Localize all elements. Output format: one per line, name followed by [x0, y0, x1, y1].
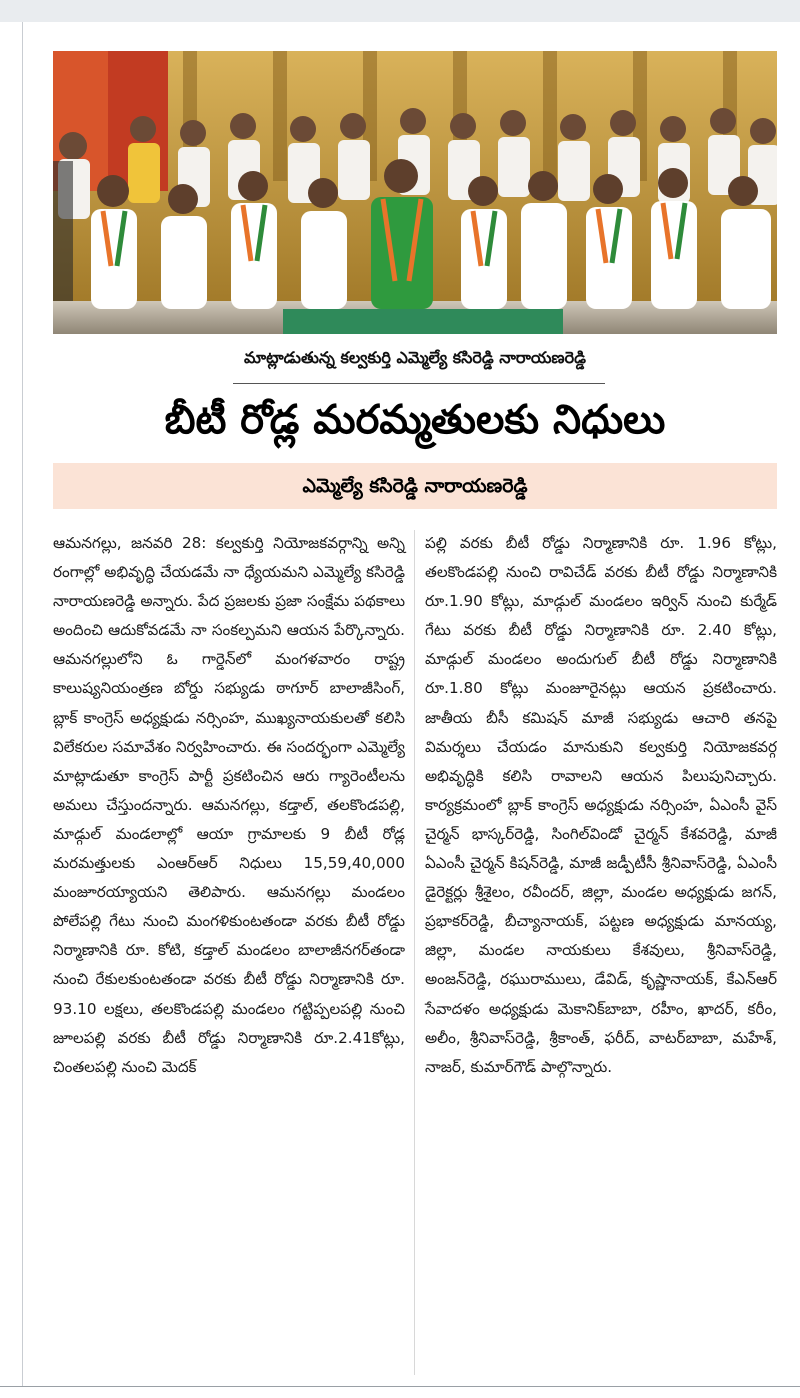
previous-page-strip [0, 0, 800, 22]
page-bottom-rule [0, 1386, 800, 1387]
news-photo [53, 51, 777, 334]
caption-divider [233, 383, 605, 384]
photo-caption: మాట్లాడుతున్న కల్వకుర్తి ఎమ్మెల్యే కసిరెడ్డి నారాయణరెడ్డి [244, 348, 586, 367]
article-column-right: పల్లి వరకు బీటీ రోడ్డు నిర్మాణానికి రూ. 1.96 కోట్లు, తలకొండపల్లి నుంచి రావిచేడ్ వరకు బీటీ రోడ్డు నిర్మాణానికి రూ.1.90 కోట్లు, మాడ్గుల్ మండలం ఇర్విన్ నుంచి కుర్మేడ్ గేటు వరకు బీటీ రోడ్డు నిర్మాణానికి రూ. 2.40 కోట్లు, మాడ్గుల్ మండలం అందుగుల్ బీటీ రోడ్డు నిర్మాణానికి రూ.1.80 కోట్లు మంజూరైనట్లు ఆయన ప్రకటించారు. జాతీయ బీసీ కమిషన్ మాజీ సభ్యుడు ఆచారి తనపై విమర్శలు చేయడం మానుకుని కల్వకుర్తి నియోజకవర్గ అభివృద్ధికి కలిసి రావాలని ఆయన పిలుపునిచ్చారు. కార్యక్రమంలో బ్లాక్ కాంగ్రెస్ అధ్యక్షుడు నర్సింహ, ఏఎంసీ వైస్ చైర్మన్ భాస్కర్‌రెడ్డి, సింగిల్‌విండో చైర్మన్ కేశవరెడ్డి, మాజీ ఏఎంసీ చైర్మన్ కిషన్‌రెడ్డి, మాజీ జడ్పీటీసీ శ్రీనివాస్‌రెడ్డి, ఏఎంసీ డైరెక్టర్లు శ్రీశైలం, రవీందర్, జిల్లా, మండల అధ్యక్షుడు జగన్, ప్రభాకర్‌రెడ్డి, బీచ్యానాయక్, పట్టణ అధ్యక్షుడు మానయ్య, జిల్లా, మండల నాయకులు కేశవులు, శ్రీనివాస్‌రెడ్డి, అంజన్‌రెడ్డి, రఘురాములు, డేవిడ్, కృష్ణానాయక్, కేఎన్ఆర్ సేవాదళం అధ్యక్షుడు మెకానిక్‌బాబా, రహీం, ఖాదర్, కరీం, అలీం, శ్రీనివాస్‌రెడ్డి, శ్రీకాంత్, ఫరీద్, వాటర్‌బాబా, మహేశ్, నాజర్, కుమార్‌గౌడ్ పాల్గొన్నారు. [425, 534, 777, 1076]
subheadline-banner: ఎమ్మెల్యే కసిరెడ్డి నారాయణరెడ్డి [53, 463, 777, 509]
article-column-left: ఆమనగల్లు, జనవరి 28: కల్వకుర్తి నియోజకవర్గాన్ని అన్ని రంగాల్లో అభివృద్ధి చేయడమే నా ధ్యేయమని ఎమ్మెల్యే కసిరెడ్డి నారాయణరెడ్డి అన్నారు. పేద ప్రజలకు ప్రజా సంక్షేమ పథకాలు అందించి ఆదుకోవడమే నా సంకల్పమని ఆయన పేర్కొన్నారు. ఆమనగల్లులోని ఓ గార్డెన్‌లో మంగళవారం రాష్ట్ర కాలుష్యనియంత్రణ బోర్డు సభ్యుడు ఠాగూర్ బాలాజీసింగ్, బ్లాక్ కాంగ్రెస్ అధ్యక్షుడు నర్సింహ, ముఖ్యనాయకులతో కలిసి విలేకరుల సమావేశం నిర్వహించారు. ఈ సందర్భంగా ఎమ్మెల్యే మాట్లాడుతూ కాంగ్రెస్ పార్టీ ప్రకటించిన ఆరు గ్యారెంటీలను అమలు చేస్తుందన్నారు. ఆమనగల్లు, కడ్తాల్, తలకొండపల్లి, మాడ్గుల్ మండలాల్లో ఆయా గ్రామాలకు 9 బీటీ రోడ్ల మరమత్తులకు ఎంఆర్ఆర్ నిధులు 15,59,40,000 మంజూరయ్యాయని తెలిపారు. ఆమనగల్లు మండలం పోలేపల్లి గేటు నుంచి మంగళికుంటతండా వరకు బీటీ రోడ్డు నిర్మాణానికి రూ. కోటి, కడ్తాల్ మండలం బాలాజీనగర్‌తండా నుంచి రేకులకుంటతండా వరకు బీటీ రోడ్డు నిర్మాణానికి రూ. 93.10 లక్షలు, తలకొండపల్లి మండలం గట్టిప్పలపల్లి నుంచి జూలపల్లి వరకు బీటీ రోడ్డు నిర్మాణానికి రూ.2.41కోట్లు, చింతలపల్లి నుంచి మెదక్ [53, 534, 405, 1076]
column-divider [414, 530, 415, 1375]
page-margin-rule [22, 22, 23, 1387]
headline: బీటీ రోడ్ల మరమ్మతులకు నిధులు [164, 397, 666, 443]
